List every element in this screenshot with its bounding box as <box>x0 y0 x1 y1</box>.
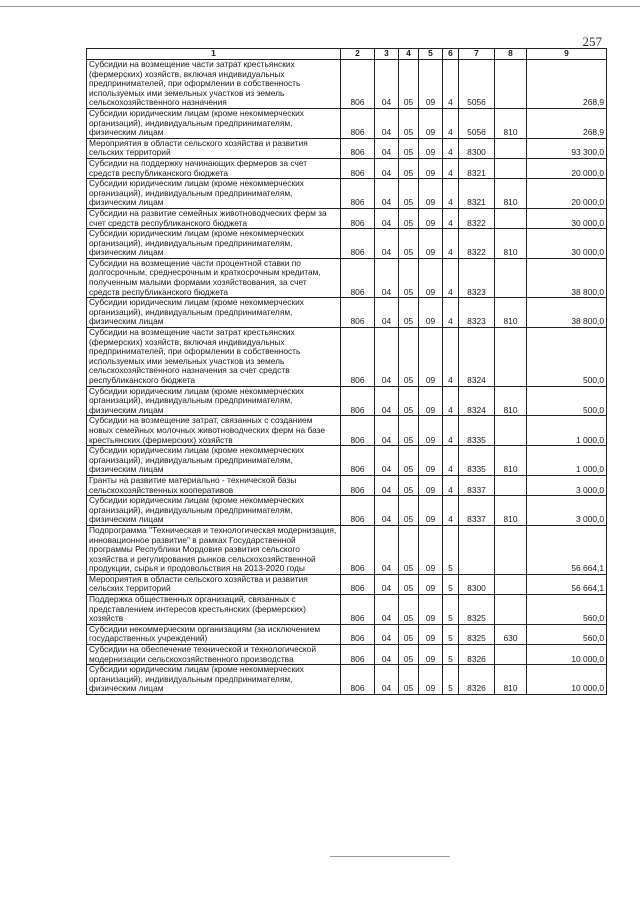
subsection-cell: 05 <box>399 624 419 644</box>
table-row <box>87 179 607 209</box>
amount-cell: 56 664,1 <box>527 574 607 594</box>
subsection-cell: 05 <box>399 258 419 297</box>
item-code-cell: 8335 <box>459 446 495 476</box>
row-name-cell: Субсидии некоммерческим организациям (за исключением государственных учреждений) <box>87 624 341 644</box>
column-header: 8 <box>495 49 527 60</box>
subsection-cell: 05 <box>399 208 419 228</box>
amount-cell: 30 000,0 <box>527 229 607 259</box>
subprogram-cell: 4 <box>443 208 459 228</box>
subprogram-cell: 4 <box>443 328 459 387</box>
table-row <box>87 645 607 665</box>
subsection-cell: 05 <box>399 595 419 625</box>
item-code-cell: 5056 <box>459 60 495 109</box>
subprogram-cell: 5 <box>443 525 459 574</box>
subsection-cell: 05 <box>399 138 419 158</box>
gp-code-cell: 806 <box>341 475 375 495</box>
item-code-cell <box>459 525 495 574</box>
subsection-cell: 05 <box>399 574 419 594</box>
row-name-cell: Субсидии юридическим лицам (кроме некоммерческих организаций), индивидуальным предпринимателям, физическим лицам <box>87 229 341 259</box>
item-code-cell: 8323 <box>459 258 495 297</box>
item-code-cell: 8324 <box>459 386 495 416</box>
section-cell: 04 <box>375 158 399 178</box>
gp-code-cell: 806 <box>341 624 375 644</box>
row-name-cell: Гранты на развитие материально - технической базы сельскохозяйственных кооперативов <box>87 475 341 495</box>
item-code-cell: 8335 <box>459 416 495 446</box>
column-header: 6 <box>443 49 459 60</box>
table-row <box>87 416 607 446</box>
amount-cell: 500,0 <box>527 386 607 416</box>
expense-type-cell: 810 <box>495 446 527 476</box>
row-name-cell: Субсидии на поддержку начинающих фермеров за счет средств республиканского бюджета <box>87 158 341 178</box>
item-code-cell: 5056 <box>459 108 495 138</box>
item-code-cell: 8321 <box>459 158 495 178</box>
scan-edge-top <box>0 6 640 7</box>
section-cell: 04 <box>375 525 399 574</box>
item-code-cell: 8322 <box>459 208 495 228</box>
subsection-cell: 05 <box>399 328 419 387</box>
section-cell: 04 <box>375 258 399 297</box>
gp-code-cell: 806 <box>341 258 375 297</box>
subsection-cell: 05 <box>399 229 419 259</box>
item-code-cell: 8337 <box>459 475 495 495</box>
expense-type-cell <box>495 595 527 625</box>
subprogram-cell: 4 <box>443 446 459 476</box>
program-cell: 09 <box>419 416 443 446</box>
subprogram-cell: 5 <box>443 574 459 594</box>
amount-cell: 20 000,0 <box>527 179 607 209</box>
expense-type-cell <box>495 475 527 495</box>
gp-code-cell: 806 <box>341 525 375 574</box>
program-cell: 09 <box>419 386 443 416</box>
program-cell: 09 <box>419 496 443 526</box>
expense-type-cell: 810 <box>495 386 527 416</box>
subsection-cell: 05 <box>399 525 419 574</box>
expense-type-cell <box>495 258 527 297</box>
section-cell: 04 <box>375 60 399 109</box>
subprogram-cell: 4 <box>443 298 459 328</box>
column-header: 5 <box>419 49 443 60</box>
gp-code-cell: 806 <box>341 138 375 158</box>
table-row <box>87 624 607 644</box>
section-cell: 04 <box>375 574 399 594</box>
section-cell: 04 <box>375 645 399 665</box>
row-name-cell: Субсидии юридическим лицам (кроме некоммерческих организаций), индивидуальным предпринимателям, физическим лицам <box>87 386 341 416</box>
program-cell: 09 <box>419 446 443 476</box>
row-name-cell: Мероприятия в области сельского хозяйства и развития сельских территорий <box>87 138 341 158</box>
section-cell: 04 <box>375 665 399 695</box>
gp-code-cell: 806 <box>341 386 375 416</box>
subsection-cell: 05 <box>399 298 419 328</box>
amount-cell: 56 664,1 <box>527 525 607 574</box>
subsection-cell: 05 <box>399 475 419 495</box>
gp-code-cell: 806 <box>341 229 375 259</box>
gp-code-cell: 806 <box>341 208 375 228</box>
expense-type-cell <box>495 574 527 594</box>
program-cell: 09 <box>419 645 443 665</box>
amount-cell: 1 000,0 <box>527 416 607 446</box>
section-cell: 04 <box>375 595 399 625</box>
amount-cell: 10 000,0 <box>527 645 607 665</box>
column-header: 9 <box>527 49 607 60</box>
subsection-cell: 05 <box>399 158 419 178</box>
gp-code-cell: 806 <box>341 179 375 209</box>
expense-type-cell: 810 <box>495 179 527 209</box>
table-row <box>87 525 607 574</box>
subprogram-cell: 4 <box>443 158 459 178</box>
subsection-cell: 05 <box>399 446 419 476</box>
section-cell: 04 <box>375 475 399 495</box>
gp-code-cell: 806 <box>341 595 375 625</box>
gp-code-cell: 806 <box>341 645 375 665</box>
amount-cell: 30 000,0 <box>527 208 607 228</box>
item-code-cell: 8324 <box>459 328 495 387</box>
table-row <box>87 665 607 695</box>
expense-type-cell: 810 <box>495 298 527 328</box>
amount-cell: 3 000,0 <box>527 496 607 526</box>
program-cell: 09 <box>419 60 443 109</box>
program-cell: 09 <box>419 138 443 158</box>
table-body <box>87 60 607 695</box>
expense-type-cell <box>495 416 527 446</box>
subprogram-cell: 4 <box>443 108 459 138</box>
column-header: 3 <box>375 49 399 60</box>
table-row <box>87 60 607 109</box>
section-cell: 04 <box>375 496 399 526</box>
subprogram-cell: 5 <box>443 645 459 665</box>
item-code-cell: 8322 <box>459 229 495 259</box>
row-name-cell: Подпрограмма "Техническая и технологическая модернизация, инновационное развитие" в рамках Государственной программы Республики Мордовия развития сельского хозяйства и регулирования рынков сельскохозяйственной продукции, сырья и продовольствия на 2013-2020 годы <box>87 525 341 574</box>
gp-code-cell: 806 <box>341 446 375 476</box>
expense-type-cell: 810 <box>495 108 527 138</box>
table-row <box>87 496 607 526</box>
item-code-cell: 8321 <box>459 179 495 209</box>
row-name-cell: Мероприятия в области сельского хозяйства и развития сельских территорий <box>87 574 341 594</box>
gp-code-cell: 806 <box>341 158 375 178</box>
subsection-cell: 05 <box>399 496 419 526</box>
item-code-cell: 8325 <box>459 595 495 625</box>
expense-type-cell: 810 <box>495 665 527 695</box>
subsection-cell: 05 <box>399 416 419 446</box>
subprogram-cell: 4 <box>443 475 459 495</box>
amount-cell: 560,0 <box>527 624 607 644</box>
subprogram-cell: 4 <box>443 496 459 526</box>
table-row <box>87 229 607 259</box>
subprogram-cell: 5 <box>443 624 459 644</box>
row-name-cell: Субсидии юридическим лицам (кроме некоммерческих организаций), индивидуальным предпринимателям, физическим лицам <box>87 496 341 526</box>
amount-cell: 268,9 <box>527 60 607 109</box>
table-row <box>87 108 607 138</box>
section-cell: 04 <box>375 229 399 259</box>
amount-cell: 20 000,0 <box>527 158 607 178</box>
section-cell: 04 <box>375 446 399 476</box>
table-row <box>87 386 607 416</box>
program-cell: 09 <box>419 475 443 495</box>
amount-cell: 10 000,0 <box>527 665 607 695</box>
subprogram-cell: 5 <box>443 665 459 695</box>
subprogram-cell: 4 <box>443 386 459 416</box>
item-code-cell: 8323 <box>459 298 495 328</box>
amount-cell: 93 300,0 <box>527 138 607 158</box>
section-cell: 04 <box>375 416 399 446</box>
row-name-cell: Субсидии на обеспечение технической и технологической модернизации сельскохозяйственного производства <box>87 645 341 665</box>
table-row <box>87 158 607 178</box>
subsection-cell: 05 <box>399 645 419 665</box>
table-row <box>87 298 607 328</box>
row-name-cell: Субсидии на возмещение части затрат крестьянских (фермерских) хозяйств, включая индивидуальных предпринимателей, при оформлении в собственность используемых ими земельных участков из земель сельскохозяйственного назначения за счет средств республиканского бюджета <box>87 328 341 387</box>
gp-code-cell: 806 <box>341 496 375 526</box>
program-cell: 09 <box>419 574 443 594</box>
amount-cell: 3 000,0 <box>527 475 607 495</box>
program-cell: 09 <box>419 665 443 695</box>
expense-type-cell: 810 <box>495 229 527 259</box>
section-cell: 04 <box>375 386 399 416</box>
gp-code-cell: 806 <box>341 416 375 446</box>
subprogram-cell: 4 <box>443 138 459 158</box>
subprogram-cell: 4 <box>443 60 459 109</box>
column-header: 4 <box>399 49 419 60</box>
row-name-cell: Субсидии на возмещение части затрат крестьянских (фермерских) хозяйств, включая индивидуальных предпринимателей, при оформлении в собственность используемых ими земельных участков из земель сельскохозяйственного назначения <box>87 60 341 109</box>
table-row <box>87 138 607 158</box>
program-cell: 09 <box>419 208 443 228</box>
expense-type-cell <box>495 60 527 109</box>
gp-code-cell: 806 <box>341 328 375 387</box>
gp-code-cell: 806 <box>341 108 375 138</box>
program-cell: 09 <box>419 179 443 209</box>
expense-type-cell <box>495 645 527 665</box>
section-cell: 04 <box>375 328 399 387</box>
subprogram-cell: 4 <box>443 258 459 297</box>
program-cell: 09 <box>419 158 443 178</box>
row-name-cell: Субсидии юридическим лицам (кроме некоммерческих организаций), индивидуальным предпринимателям, физическим лицам <box>87 108 341 138</box>
expense-type-cell <box>495 138 527 158</box>
program-cell: 09 <box>419 624 443 644</box>
row-name-cell: Субсидии на развитие семейных животноводческих ферм за счет средств республиканского бюджета <box>87 208 341 228</box>
table-row <box>87 258 607 297</box>
expense-type-cell <box>495 208 527 228</box>
item-code-cell: 8337 <box>459 496 495 526</box>
section-cell: 04 <box>375 108 399 138</box>
subprogram-cell: 4 <box>443 179 459 209</box>
column-header: 7 <box>459 49 495 60</box>
table-header-row <box>87 49 607 60</box>
subsection-cell: 05 <box>399 60 419 109</box>
program-cell: 09 <box>419 328 443 387</box>
expense-type-cell <box>495 525 527 574</box>
program-cell: 09 <box>419 298 443 328</box>
subprogram-cell: 4 <box>443 229 459 259</box>
item-code-cell: 8300 <box>459 574 495 594</box>
item-code-cell: 8326 <box>459 665 495 695</box>
program-cell: 09 <box>419 595 443 625</box>
subprogram-cell: 5 <box>443 595 459 625</box>
item-code-cell: 8326 <box>459 645 495 665</box>
section-cell: 04 <box>375 208 399 228</box>
item-code-cell: 8325 <box>459 624 495 644</box>
gp-code-cell: 806 <box>341 60 375 109</box>
expense-type-cell <box>495 328 527 387</box>
section-cell: 04 <box>375 624 399 644</box>
section-cell: 04 <box>375 179 399 209</box>
row-name-cell: Субсидии на возмещение части процентной ставки по долгосрочным, среднесрочным и краткосрочным кредитам, полученным малыми формами хозяйствования, за счет средств республиканского бюджета <box>87 258 341 297</box>
amount-cell: 38 800,0 <box>527 258 607 297</box>
scan-edge-bottom <box>330 856 450 857</box>
item-code-cell: 8300 <box>459 138 495 158</box>
row-name-cell: Поддержка общественных организаций, связанных с представлением интересов крестьянских (фермерских) хозяйств <box>87 595 341 625</box>
amount-cell: 38 800,0 <box>527 298 607 328</box>
amount-cell: 500,0 <box>527 328 607 387</box>
table-row <box>87 208 607 228</box>
row-name-cell: Субсидии юридическим лицам (кроме некоммерческих организаций), индивидуальным предпринимателям, физическим лицам <box>87 298 341 328</box>
expense-type-cell: 810 <box>495 496 527 526</box>
column-header: 1 <box>87 49 341 60</box>
row-name-cell: Субсидии юридическим лицам (кроме некоммерческих организаций), индивидуальным предпринимателям, физическим лицам <box>87 179 341 209</box>
subsection-cell: 05 <box>399 108 419 138</box>
subprogram-cell: 4 <box>443 416 459 446</box>
gp-code-cell: 806 <box>341 574 375 594</box>
row-name-cell: Субсидии на возмещение затрат, связанных с созданием новых семейных молочных животноводческих ферм на базе крестьянских (фермерских) хозяйств <box>87 416 341 446</box>
table-row <box>87 595 607 625</box>
column-header: 2 <box>341 49 375 60</box>
subsection-cell: 05 <box>399 386 419 416</box>
subsection-cell: 05 <box>399 179 419 209</box>
expense-type-cell <box>495 158 527 178</box>
expense-type-cell: 630 <box>495 624 527 644</box>
amount-cell: 268,9 <box>527 108 607 138</box>
table-row <box>87 475 607 495</box>
table-row <box>87 446 607 476</box>
amount-cell: 560,0 <box>527 595 607 625</box>
program-cell: 09 <box>419 108 443 138</box>
table-row <box>87 574 607 594</box>
section-cell: 04 <box>375 298 399 328</box>
gp-code-cell: 806 <box>341 665 375 695</box>
subsection-cell: 05 <box>399 665 419 695</box>
program-cell: 09 <box>419 258 443 297</box>
amount-cell: 1 000,0 <box>527 446 607 476</box>
gp-code-cell: 806 <box>341 298 375 328</box>
page-number: 257 <box>582 34 602 49</box>
program-cell: 09 <box>419 525 443 574</box>
table-row <box>87 328 607 387</box>
budget-table <box>86 48 607 695</box>
row-name-cell: Субсидии юридическим лицам (кроме некоммерческих организаций), индивидуальным предпринимателям, физическим лицам <box>87 446 341 476</box>
row-name-cell: Субсидии юридическим лицам (кроме некоммерческих организаций), индивидуальным предпринимателям, физическим лицам <box>87 665 341 695</box>
program-cell: 09 <box>419 229 443 259</box>
section-cell: 04 <box>375 138 399 158</box>
